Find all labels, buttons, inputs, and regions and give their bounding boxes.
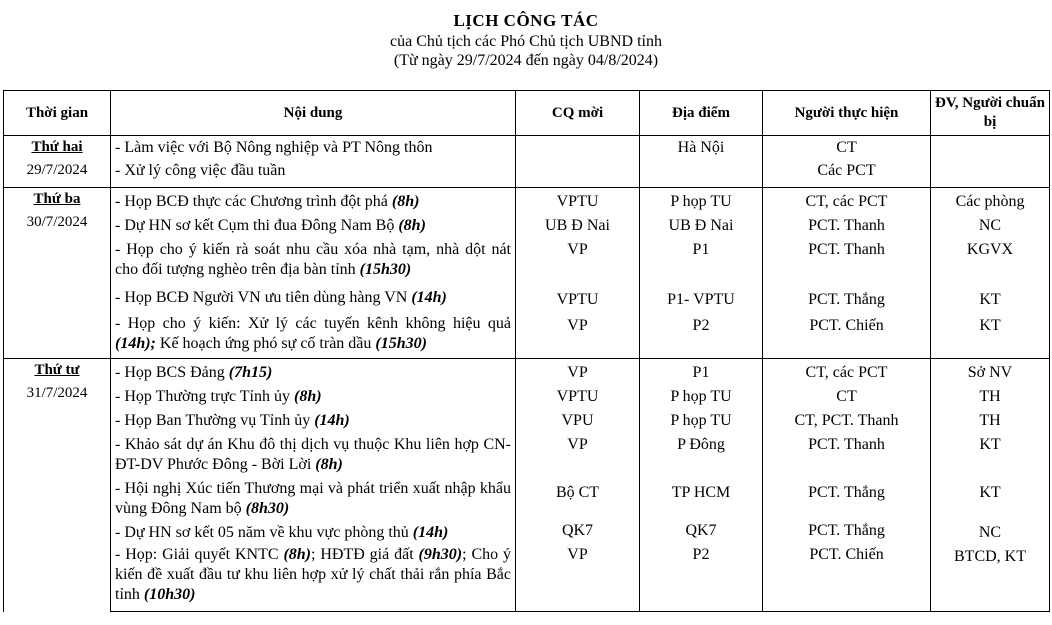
table-row bbox=[4, 212, 1050, 236]
task-content: - Họp BCĐ thực các Chương trình đột phá (8h) bbox=[111, 188, 516, 213]
table-row bbox=[4, 188, 1050, 213]
date-range: (Từ ngày 29/7/2024 đến ngày 04/8/2024) bbox=[393, 52, 659, 69]
task-preparer: BTCD, KT bbox=[931, 543, 1050, 612]
task-location: P Đông bbox=[640, 431, 763, 475]
task-content: - Họp BCĐ Người VN ưu tiên dùng hàng VN (14h) bbox=[111, 280, 516, 310]
schedule-table bbox=[3, 90, 1050, 612]
task-performer: CT bbox=[763, 136, 931, 159]
task-inviter: VPTU bbox=[516, 383, 640, 407]
task-content: - Họp Ban Thường vụ Tỉnh ủy (14h) bbox=[111, 407, 516, 431]
task-performer: PCT. Chiến bbox=[763, 310, 931, 359]
task-performer: PCT. Thanh bbox=[763, 431, 931, 475]
task-inviter: VPTU bbox=[516, 280, 640, 310]
table-row bbox=[4, 136, 1050, 159]
table-row bbox=[4, 519, 1050, 543]
task-preparer: KT bbox=[931, 475, 1050, 519]
col-header-location: Địa điểm bbox=[640, 91, 763, 136]
day-name: Thứ ba bbox=[33, 191, 81, 207]
task-location: P1 bbox=[640, 236, 763, 280]
day-name: Thứ tư bbox=[34, 362, 80, 378]
document-header bbox=[0, 0, 1052, 70]
task-content: - Họp cho ý kiến: Xử lý các tuyến kênh không hiệu quả (14h); Kế hoạch ứng phó sự cố tràn dầu (15h30) bbox=[111, 310, 516, 359]
task-inviter: VPU bbox=[516, 407, 640, 431]
task-content: - Khảo sát dự án Khu đô thị dịch vụ thuộc Khu liên hợp CN-ĐT-DV Phước Đông - Bời Lời (8h) bbox=[111, 431, 516, 475]
document-subtitle: của Chủ tịch các Phó Chủ tịch UBND tỉnh bbox=[390, 33, 662, 50]
task-content: - Họp BCS Đảng (7h15) bbox=[111, 359, 516, 384]
day-cell bbox=[4, 359, 111, 612]
task-location: P2 bbox=[640, 310, 763, 359]
col-header-content: Nội dung bbox=[111, 91, 516, 136]
col-header-inviter: CQ mời bbox=[516, 91, 640, 136]
document-title: LỊCH CÔNG TÁC bbox=[453, 11, 599, 30]
task-inviter bbox=[516, 158, 640, 188]
col-header-performer: Người thực hiện bbox=[763, 91, 931, 136]
table-row bbox=[4, 475, 1050, 519]
table-row bbox=[4, 543, 1050, 612]
day-cell bbox=[4, 188, 111, 359]
task-preparer: KT bbox=[931, 431, 1050, 475]
task-performer: PCT. Thắng bbox=[763, 519, 931, 543]
task-location: QK7 bbox=[640, 519, 763, 543]
task-performer: CT bbox=[763, 383, 931, 407]
task-inviter: QK7 bbox=[516, 519, 640, 543]
task-inviter: UB Đ Nai bbox=[516, 212, 640, 236]
task-inviter: VP bbox=[516, 359, 640, 384]
task-preparer: Sở NV bbox=[931, 359, 1050, 384]
table-row bbox=[4, 359, 1050, 384]
day-cell bbox=[4, 136, 111, 188]
table-row bbox=[4, 310, 1050, 359]
day-name: Thứ hai bbox=[31, 139, 83, 155]
table-row bbox=[4, 280, 1050, 310]
task-location: P họp TU bbox=[640, 188, 763, 213]
task-location bbox=[640, 158, 763, 188]
table-row bbox=[4, 383, 1050, 407]
table-row bbox=[4, 431, 1050, 475]
col-header-preparer: ĐV, Người chuẩn bị bbox=[931, 91, 1050, 136]
task-performer: PCT. Thanh bbox=[763, 212, 931, 236]
task-location: P1- VPTU bbox=[640, 280, 763, 310]
task-performer: CT, các PCT bbox=[763, 359, 931, 384]
task-content: - Làm việc với Bộ Nông nghiệp và PT Nông thôn bbox=[111, 136, 516, 159]
task-performer: PCT. Thắng bbox=[763, 475, 931, 519]
task-content: - Dự HN sơ kết 05 năm về khu vực phòng thủ (14h) bbox=[111, 519, 516, 543]
task-content: - Hội nghị Xúc tiến Thương mại và phát triển xuất nhập khẩu vùng Đông Nam bộ (8h30) bbox=[111, 475, 516, 519]
task-performer: CT, PCT. Thanh bbox=[763, 407, 931, 431]
task-preparer: NC bbox=[931, 212, 1050, 236]
task-preparer: TH bbox=[931, 383, 1050, 407]
task-content: - Họp Thường trực Tỉnh ủy (8h) bbox=[111, 383, 516, 407]
task-preparer bbox=[931, 158, 1050, 188]
task-performer: Các PCT bbox=[763, 158, 931, 188]
task-location: UB Đ Nai bbox=[640, 212, 763, 236]
task-preparer: KT bbox=[931, 280, 1050, 310]
task-performer: PCT. Thắng bbox=[763, 280, 931, 310]
task-content: - Họp: Giải quyết KNTC (8h); HĐTĐ giá đất (9h30); Cho ý kiến đề xuất đầu tư khu liên hợp xử lý chất thải rắn phía Bắc tỉnh (10h30) bbox=[111, 543, 516, 612]
day-date: 31/7/2024 bbox=[26, 385, 88, 401]
table-row bbox=[4, 236, 1050, 280]
task-inviter: VP bbox=[516, 431, 640, 475]
task-content: - Dự HN sơ kết Cụm thi đua Đông Nam Bộ (8h) bbox=[111, 212, 516, 236]
task-location: P2 bbox=[640, 543, 763, 612]
task-preparer: KGVX bbox=[931, 236, 1050, 280]
task-inviter: VP bbox=[516, 310, 640, 359]
col-header-time: Thời gian bbox=[4, 91, 111, 136]
table-row bbox=[4, 158, 1050, 188]
task-inviter: VP bbox=[516, 236, 640, 280]
table-row bbox=[4, 407, 1050, 431]
task-location: Hà Nội bbox=[640, 136, 763, 159]
task-inviter: VPTU bbox=[516, 188, 640, 213]
day-date: 29/7/2024 bbox=[26, 162, 88, 178]
task-preparer: KT bbox=[931, 310, 1050, 359]
task-location: P họp TU bbox=[640, 383, 763, 407]
task-location: P1 bbox=[640, 359, 763, 384]
task-preparer: TH bbox=[931, 407, 1050, 431]
task-preparer bbox=[931, 136, 1050, 159]
task-preparer: NC bbox=[931, 519, 1050, 543]
task-performer: PCT. Thanh bbox=[763, 236, 931, 280]
task-inviter bbox=[516, 136, 640, 159]
task-location: TP HCM bbox=[640, 475, 763, 519]
task-preparer: Các phòng bbox=[931, 188, 1050, 213]
task-performer: CT, các PCT bbox=[763, 188, 931, 213]
task-content: - Họp cho ý kiến rà soát nhu cầu xóa nhà tạm, nhà dột nát cho đối tượng nghèo trên địa bàn tỉnh (15h30) bbox=[111, 236, 516, 280]
task-inviter: VP bbox=[516, 543, 640, 612]
task-inviter: Bộ CT bbox=[516, 475, 640, 519]
task-content: - Xử lý công việc đầu tuần bbox=[111, 158, 516, 188]
table-header-row bbox=[4, 91, 1050, 136]
task-performer: PCT. Chiến bbox=[763, 543, 931, 612]
day-date: 30/7/2024 bbox=[26, 214, 88, 230]
task-location: P họp TU bbox=[640, 407, 763, 431]
